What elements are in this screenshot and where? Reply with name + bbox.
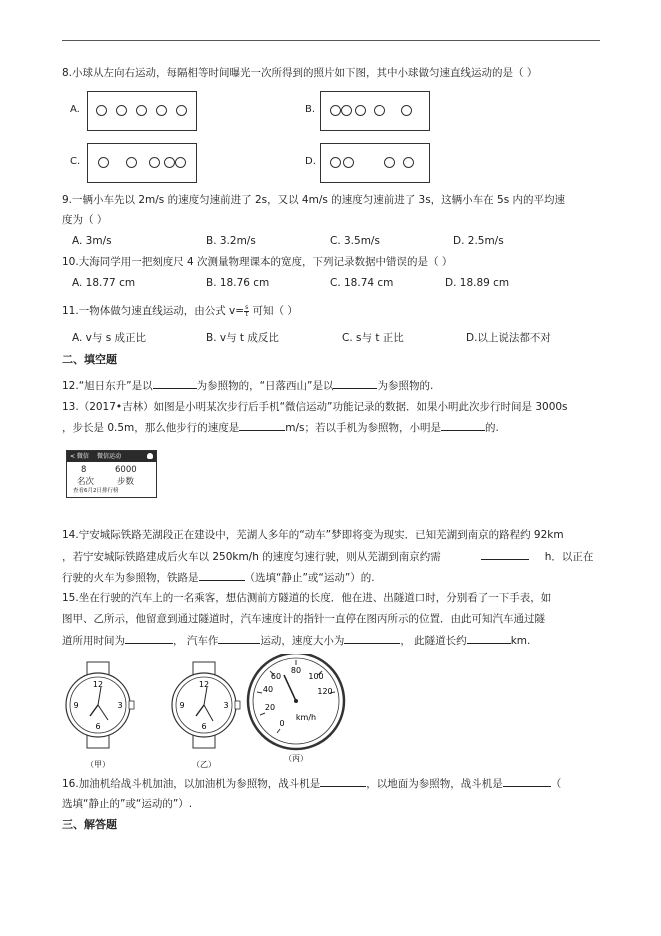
tick-100: 100 <box>308 672 324 681</box>
answer-blank[interactable] <box>320 776 366 787</box>
caption-yi: （乙） <box>192 760 216 769</box>
answer-blank[interactable] <box>441 420 485 431</box>
q11-text <box>62 304 298 318</box>
steps-value: 6000 <box>115 465 137 475</box>
speedometer-bing <box>248 654 344 763</box>
q12-text <box>62 378 433 393</box>
q15-part: ， 此隧道长约 <box>400 635 467 647</box>
person-icon <box>147 453 153 459</box>
tick-80: 80 <box>290 666 302 675</box>
ball <box>401 105 412 116</box>
frac-den: t <box>245 310 248 318</box>
hour-9: 9 <box>179 701 185 710</box>
answer-blank[interactable] <box>218 633 260 644</box>
answer-blank[interactable] <box>344 633 400 644</box>
q15-line3 <box>62 633 530 648</box>
q16-part: ，以地面为参照物，战斗机是 <box>366 778 503 790</box>
answer-blank[interactable] <box>125 633 173 644</box>
ball <box>403 157 414 168</box>
q8-photo-d <box>320 143 430 183</box>
q12-part: 为参照物的，“日落西山”是以 <box>196 380 334 392</box>
speed-unit: km/h <box>295 713 317 722</box>
ball <box>330 105 341 116</box>
q8-text: 8.小球从左向右运动，每隔相等时间曝光一次所得到的照片如下图，其中小球做匀速直线运动的是（ ） <box>62 67 538 79</box>
answer-blank[interactable] <box>467 633 511 644</box>
q14-part: h．以正在 <box>544 551 594 563</box>
q8-option-d: D. <box>305 156 316 167</box>
answer-blank[interactable] <box>481 549 529 560</box>
tick-0: 0 <box>279 719 285 728</box>
q14-part: 行驶的火车为参照物，铁路是 <box>62 572 199 584</box>
q12-part: 12.“旭日东升”是以 <box>62 380 153 392</box>
tick-20: 20 <box>264 703 276 712</box>
answer-blank[interactable] <box>239 420 285 431</box>
section-answer: 三、解答题 <box>62 818 117 831</box>
q9-option-a: A. 3m/s <box>72 235 112 247</box>
q11-option-b: B. v与 t 成反比 <box>206 332 279 344</box>
q16-part: （ <box>550 778 562 790</box>
q12-part: 为参照物的. <box>377 380 434 392</box>
q11-pre: 11.一物体做匀速直线运动，由公式 v= <box>62 305 245 317</box>
wechat-sport-screenshot <box>66 450 157 498</box>
hour-9: 9 <box>73 701 79 710</box>
hour-3: 3 <box>117 701 123 710</box>
ball <box>98 157 109 168</box>
tick-120: 120 <box>317 687 333 696</box>
q15-part: 道所用时间为 <box>62 635 125 647</box>
section-fill-blank: 二、填空题 <box>62 353 117 366</box>
ball <box>384 157 395 168</box>
q14-part: ，若宁安城际铁路建成后火车以 250km/h 的速度匀速行驶，则从芜湖到南京约需 <box>62 551 441 563</box>
frac-num: s <box>245 303 249 311</box>
q15-line2: 图甲、乙所示，他留意到通过隧道时，汽车速度计的指针一直停在图丙所示的位置．由此可知汽车通过隧 <box>62 613 545 625</box>
q15-part: 运动，速度大小为 <box>260 635 345 647</box>
q14-line1: 14.宁安城际铁路芜湖段正在建设中，芜湖人多年的“动车”梦即将变为现实．已知芜湖到南京的路程约 92km <box>62 529 564 541</box>
header-rule <box>62 40 600 41</box>
q11-option-a: A. v与 s 成正比 <box>72 332 147 344</box>
ball <box>175 157 186 168</box>
tick-40: 40 <box>262 685 274 694</box>
q8-photo-a <box>87 91 197 131</box>
ball <box>116 105 127 116</box>
q10-option-a: A. 18.77 cm <box>72 277 136 289</box>
q15-figures <box>60 654 360 772</box>
q13-line2 <box>62 420 499 435</box>
phone-title-bar <box>67 451 156 462</box>
rank-label: 名次 <box>77 477 95 487</box>
q9-option-b: B. 3.2m/s <box>206 235 256 247</box>
watch-yi <box>172 662 240 769</box>
back-link: < 微信 <box>70 453 89 460</box>
q14-line2 <box>62 549 593 564</box>
q8-option-a: A. <box>70 104 80 115</box>
q9-line1: 9.一辆小车先以 2m/s 的速度匀速前进了 2s，又以 4m/s 的速度匀速前进了 3s，这辆小车在 5s 内的平均速 <box>62 194 566 206</box>
ranking-link: 查看6月2日排行榜 <box>73 488 119 494</box>
hour-6: 6 <box>95 722 101 731</box>
q14-part: （选填“静止”或“运动”）的. <box>244 572 375 584</box>
q8-photo-c <box>87 143 197 183</box>
ball <box>149 157 160 168</box>
ball <box>341 105 352 116</box>
ball <box>164 157 175 168</box>
answer-blank[interactable] <box>503 776 551 787</box>
answer-blank[interactable] <box>199 570 245 581</box>
q9-option-c: C. 3.5m/s <box>330 235 380 247</box>
q8-option-b: B. <box>305 104 316 115</box>
q11-post: 可知（ ） <box>249 305 298 317</box>
q10-option-d: D. 18.89 cm <box>445 277 510 289</box>
q10-text: 10.大海同学用一把刻度尺 4 次测量物理课本的宽度，下列记录数据中错误的是（ ） <box>62 256 453 268</box>
q9-option-d: D. 2.5m/s <box>453 235 504 247</box>
q13-part: ，步长是 0.5m，那么他步行的速度是 <box>62 422 240 434</box>
q15-part: ， 汽车作 <box>173 635 219 647</box>
q11-option-d: D.以上说法都不对 <box>466 332 551 344</box>
hour-12: 12 <box>92 680 104 689</box>
tick-60: 60 <box>270 672 282 681</box>
answer-blank[interactable] <box>153 378 197 389</box>
ball <box>176 105 187 116</box>
q11-option-c: C. s与 t 正比 <box>342 332 404 344</box>
q10-option-b: B. 18.76 cm <box>206 277 270 289</box>
q9-line2: 度为（ ） <box>62 214 108 226</box>
q8-photo-b <box>320 91 430 131</box>
caption-jia: （甲） <box>86 760 110 769</box>
q13-part: 的. <box>485 422 499 434</box>
ball <box>374 105 385 116</box>
ball <box>126 157 137 168</box>
q16-line1 <box>62 776 561 791</box>
q15-line1: 15.坐在行驶的汽车上的一名乘客，想估测前方隧道的长度．他在进、出隧道口时，分别看了一下手表，如 <box>62 592 552 604</box>
ball <box>330 157 341 168</box>
ball <box>343 157 354 168</box>
q16-part: 16.加油机给战斗机加油，以加油机为参照物，战斗机是 <box>62 778 321 790</box>
q10-option-c: C. 18.74 cm <box>330 277 394 289</box>
answer-blank[interactable] <box>333 378 377 389</box>
caption-bing: （丙） <box>284 754 308 763</box>
q16-line2: 选填“静止的”或“运动的”）. <box>62 798 193 810</box>
ball <box>355 105 366 116</box>
q14-line3 <box>62 570 375 585</box>
steps-label: 步数 <box>117 477 135 487</box>
watch-jia <box>66 662 134 769</box>
q13-part: m/s；若以手机为参照物，小明是 <box>285 422 442 434</box>
phone-title: 微信运动 <box>97 453 122 460</box>
ball <box>136 105 147 116</box>
hour-3: 3 <box>223 701 229 710</box>
ball <box>156 105 167 116</box>
hour-6: 6 <box>201 722 207 731</box>
rank-value: 8 <box>81 465 87 475</box>
q13-line1: 13.（2017•吉林）如图是小明某次步行后手机“微信运动”功能记录的数据．如果小明此次步行时间是 3000s <box>62 401 568 413</box>
q15-part: km. <box>510 635 531 647</box>
hour-12: 12 <box>198 680 210 689</box>
q8-option-c: C. <box>70 156 81 167</box>
ball <box>96 105 107 116</box>
